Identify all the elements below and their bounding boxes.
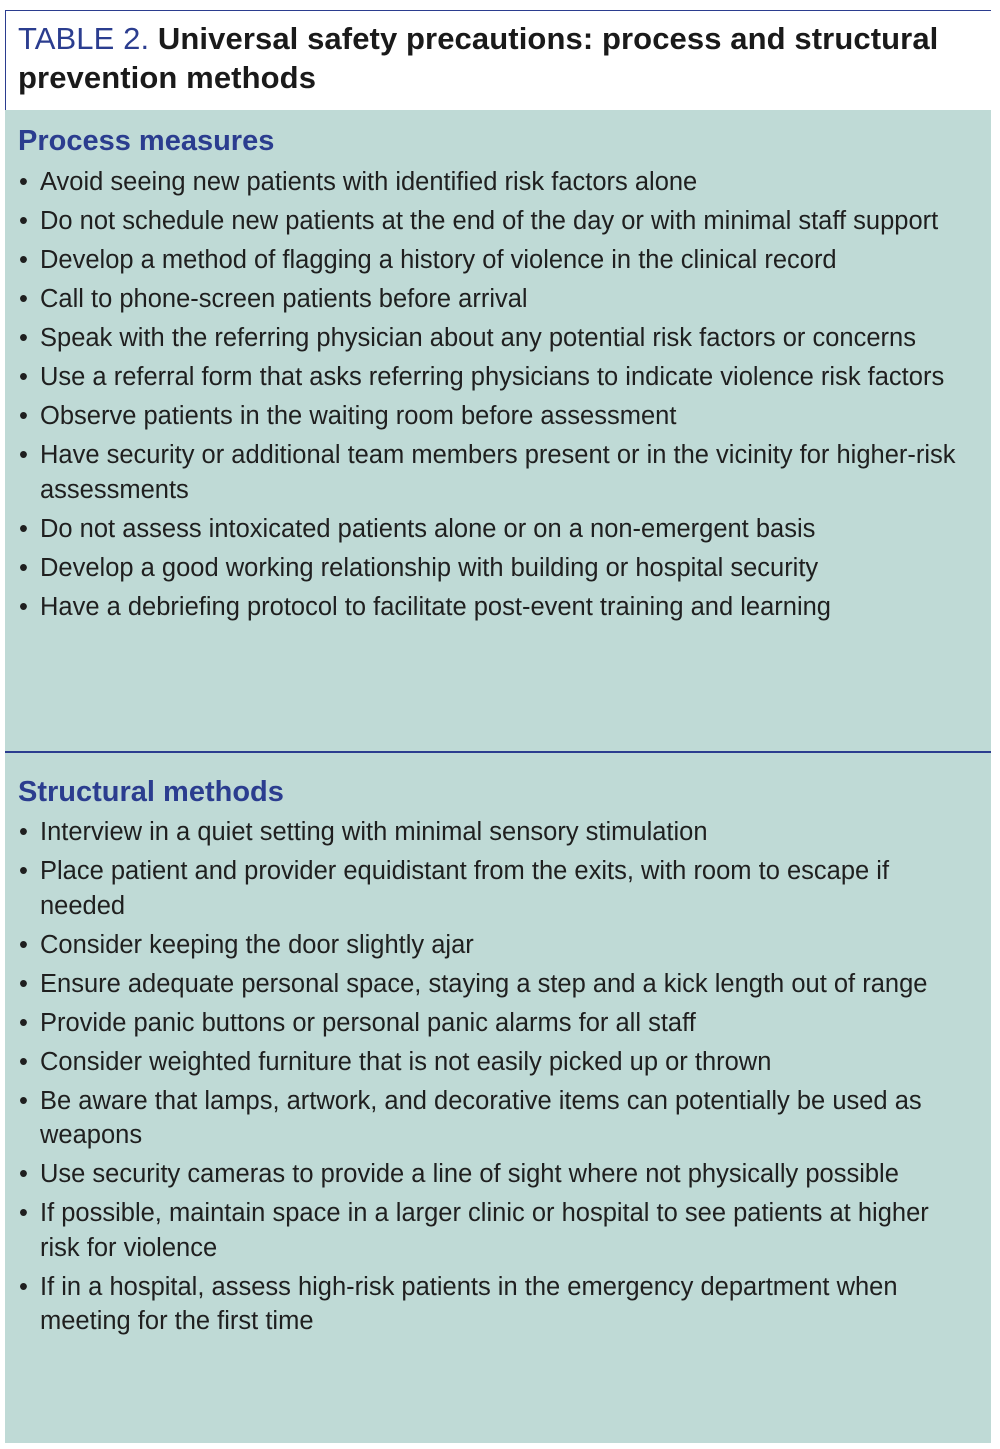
list-item-text: Interview in a quiet setting with minimal sensory stimulation [40,818,708,846]
list-item-text: Do not schedule new patients at the end of the day or with minimal staff support [40,207,939,235]
structural-methods-heading: Structural methods [18,776,284,808]
list-item-text: Develop a method of flagging a history of violence in the clinical record [40,246,837,274]
list-item [18,1157,973,1192]
structural-methods-section [5,753,991,1443]
list-item [18,1270,973,1339]
list-item [18,551,973,586]
bullet-icon: • [19,1199,28,1227]
bullet-icon: • [19,514,28,543]
list-item [18,165,973,200]
list-item [18,1084,973,1153]
list-item-text: Consider keeping the door slightly ajar [40,930,474,959]
bullet-icon: • [19,285,28,313]
bullet-icon: • [19,1272,28,1301]
table-label: TABLE 2. [18,21,150,56]
list-item-text: Observe patients in the waiting room before assessment [40,402,677,430]
list-item [18,243,973,278]
list-item [18,967,973,1002]
list-item [18,815,973,850]
bullet-icon: • [19,930,28,959]
list-item-text: Avoid seeing new patients with identified risk factors alone [40,168,698,196]
list-item [18,1045,973,1080]
structural-methods-list [18,815,973,1343]
table-title-text: Universal safety precautions: process and structural prevention methods [18,21,939,95]
table-title [18,19,978,97]
bullet-icon: • [19,553,28,582]
process-measures-section [5,110,991,751]
bullet-icon: • [19,592,28,621]
bullet-icon: • [19,857,28,885]
list-item-text: Do not assess intoxicated patients alone or on a non-emergent basis [40,514,816,543]
list-item [18,282,973,317]
bullet-icon: • [19,402,28,430]
list-item-text: Use a referral form that asks referring physicians to indicate violence risk factors [40,363,945,391]
safety-precautions-table [5,10,991,1443]
list-item [18,854,973,923]
bullet-icon: • [19,1086,28,1115]
list-item-text: Use security cameras to provide a line of sight where not physically possible [40,1160,899,1188]
bullet-icon: • [19,818,28,846]
bullet-icon: • [19,969,28,998]
list-item [18,321,973,356]
list-item [18,1006,973,1041]
bullet-icon: • [19,168,28,196]
list-item-text: Speak with the referring physician about any potential risk factors or concerns [40,324,916,352]
list-item-text: Develop a good working relationship with building or hospital security [40,553,819,582]
list-item-text: Consider weighted furniture that is not easily picked up or thrown [40,1047,772,1076]
list-item [18,438,973,507]
bullet-icon: • [19,1047,28,1076]
list-item [18,512,973,547]
table-title-box [5,10,991,110]
bullet-icon: • [19,207,28,235]
list-item-text: Have a debriefing protocol to facilitate post-event training and learning [40,592,831,621]
list-item [18,360,973,395]
list-item-text: Provide panic buttons or personal panic alarms for all staff [40,1008,696,1037]
bullet-icon: • [19,1160,28,1188]
bullet-icon: • [19,363,28,391]
list-item-text: Be aware that lamps, artwork, and decorative items can potentially be used as weapons [40,1086,922,1149]
list-item [18,928,973,963]
list-item-text: Have security or additional team members present or in the vicinity for higher-risk assessments [40,441,956,504]
process-measures-list [18,165,973,629]
list-item-text: Place patient and provider equidistant from the exits, with room to escape if needed [40,857,890,920]
list-item-text: If possible, maintain space in a larger clinic or hospital to see patients at higher risk for violence [40,1199,929,1262]
list-item [18,204,973,239]
list-item [18,590,973,625]
list-item [18,1196,973,1265]
bullet-icon: • [19,441,28,469]
list-item-text: If in a hospital, assess high-risk patients in the emergency department when meeting for the first time [40,1272,898,1335]
bullet-icon: • [19,324,28,352]
list-item [18,399,973,434]
bullet-icon: • [19,246,28,274]
process-measures-heading: Process measures [18,125,275,157]
list-item-text: Call to phone-screen patients before arrival [40,285,528,313]
list-item-text: Ensure adequate personal space, staying a step and a kick length out of range [40,969,928,998]
bullet-icon: • [19,1008,28,1037]
